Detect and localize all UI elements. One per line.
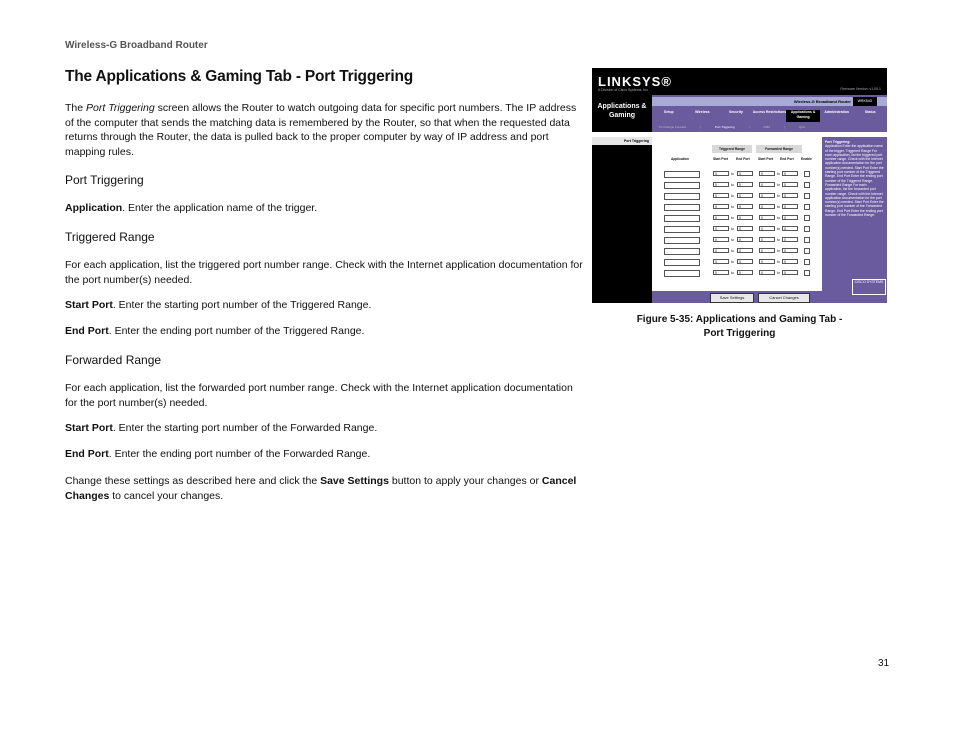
col-trig-start: Start Port (713, 157, 729, 161)
subnav-port-range-forward[interactable]: Port Range Forward (659, 125, 687, 129)
trigger-start-port-input[interactable]: 0 (713, 259, 729, 264)
nav-tab-setup[interactable]: Setup (663, 110, 674, 114)
model-title: Wireless-G Broadband Router (652, 97, 887, 106)
left-sidebar (592, 137, 652, 303)
cancel-changes-button[interactable]: Cancel Changes (758, 293, 810, 303)
application-input[interactable] (664, 270, 700, 277)
save-bar (652, 291, 822, 303)
to-label: to (731, 260, 734, 264)
forward-end-port-input[interactable]: 0 (782, 182, 798, 187)
nav-tab-administration[interactable]: Administration (824, 110, 850, 114)
closing-paragraph: Change these settings as described here and click the Save Settings button to apply your changes or Cancel Changes to cancel your changes. (65, 475, 577, 502)
trigger-row (652, 225, 822, 234)
to-label: to (777, 183, 780, 187)
trigger-end-port-input[interactable]: 0 (737, 270, 753, 275)
triggered-end-paragraph: End Port. Enter the ending port number of the Triggered Range. (65, 325, 365, 337)
enable-checkbox[interactable] (804, 270, 810, 276)
to-label: to (777, 205, 780, 209)
to-label: to (731, 194, 734, 198)
subnav-separator: | (700, 125, 701, 129)
trigger-end-port-input[interactable]: 0 (737, 193, 753, 198)
enable-checkbox[interactable] (804, 237, 810, 243)
col-fwd-end: End Port (780, 157, 794, 161)
forward-start-port-input[interactable]: 0 (759, 182, 775, 187)
forwarded-paragraph: For each application, list the forwarded port number range. Check with the Internet application documentation for the port number(s) needed. (65, 382, 573, 409)
enable-checkbox[interactable] (804, 182, 810, 188)
trigger-row (652, 192, 822, 201)
enable-checkbox[interactable] (804, 171, 810, 177)
application-input[interactable] (664, 248, 700, 255)
model-number: WRK54G (853, 97, 877, 106)
application-input[interactable] (664, 182, 700, 189)
trigger-row (652, 203, 822, 212)
nav-tab-status[interactable]: Status (864, 110, 876, 114)
col-application: Application (671, 157, 689, 161)
forward-end-port-input[interactable]: 0 (782, 248, 798, 253)
trigger-start-port-input[interactable]: 0 (713, 215, 729, 220)
enable-checkbox[interactable] (804, 248, 810, 254)
trigger-start-port-input[interactable]: 0 (713, 226, 729, 231)
trigger-start-port-input[interactable]: 0 (713, 237, 729, 242)
figure-caption: Figure 5-35: Applications and Gaming Tab - Port Triggering (636, 314, 843, 339)
router-subnav (652, 124, 812, 130)
enable-checkbox[interactable] (804, 193, 810, 199)
trigger-end-port-input[interactable]: 0 (737, 259, 753, 264)
enable-checkbox[interactable] (804, 204, 810, 210)
triggered-heading: Triggered Range (65, 230, 155, 244)
firmware-version: Firmware Version: v1.00.1 (840, 87, 881, 91)
trigger-row (652, 214, 822, 223)
help-text: Application Enter the application name of the trigger. Triggered Range For each application, list the triggered port number range. Check with the Internet application documentation for the port number(s) needed. Start Port Enter the starting port number of the Triggered Range. End Port Enter the ending port number of the Triggered Range. Forwarded Range For each application, list the forwarded port number range. Check with the Internet application documentation for the port number(s) needed. Start Port Enter the starting port number of the Forwarded Range. End Port Enter the ending port number of the Forwarded Range. (825, 144, 884, 218)
logo-subtitle: A Division of Cisco Systems, Inc. (598, 88, 649, 92)
application-input[interactable] (664, 204, 700, 211)
trigger-row (652, 236, 822, 245)
to-label: to (731, 238, 734, 242)
trigger-row (652, 247, 822, 256)
trigger-row (652, 170, 822, 179)
nav-tab-applications-gaming[interactable]: Applications & Gaming (786, 110, 820, 122)
trigger-end-port-input[interactable]: 0 (737, 237, 753, 242)
forwarded-heading: Forwarded Range (65, 353, 162, 367)
forward-end-port-input[interactable]: 0 (782, 270, 798, 275)
application-input[interactable] (664, 237, 700, 244)
triggered-range-header: Triggered Range (712, 145, 752, 153)
enable-checkbox[interactable] (804, 259, 810, 265)
application-input[interactable] (664, 226, 700, 233)
trigger-start-port-input[interactable]: 0 (713, 182, 729, 187)
to-label: to (731, 271, 734, 275)
to-label: to (731, 227, 734, 231)
trigger-end-port-input[interactable]: 0 (737, 204, 753, 209)
trigger-start-port-input[interactable]: 0 (713, 171, 729, 176)
col-trig-end: End Port (736, 157, 750, 161)
forward-start-port-input[interactable]: 0 (759, 171, 775, 176)
trigger-end-port-input[interactable]: 0 (737, 226, 753, 231)
port-triggering-form (652, 137, 822, 303)
forward-start-port-input[interactable]: 0 (759, 237, 775, 242)
trigger-row (652, 269, 822, 278)
forward-end-port-input[interactable]: 0 (782, 226, 798, 231)
forward-start-port-input[interactable]: 0 (759, 226, 775, 231)
forward-end-port-input[interactable]: 0 (782, 237, 798, 242)
subnav-qos[interactable]: QoS (798, 125, 805, 129)
trigger-start-port-input[interactable]: 0 (713, 270, 729, 275)
enable-checkbox[interactable] (804, 215, 810, 221)
application-input[interactable] (664, 193, 700, 200)
forwarded-end-paragraph: End Port. Enter the ending port number of the Forwarded Range. (65, 448, 371, 460)
trigger-end-port-input[interactable]: 0 (737, 171, 753, 176)
nav-tab-security[interactable]: Security (729, 110, 743, 114)
page-title: The Applications & Gaming Tab - Port Triggering (65, 68, 413, 85)
router-screenshot-figure (592, 68, 887, 303)
forward-end-port-input[interactable]: 0 (782, 171, 798, 176)
to-label: to (777, 271, 780, 275)
trigger-end-port-input[interactable]: 0 (737, 182, 753, 187)
nav-tab-wireless[interactable]: Wireless (695, 110, 710, 114)
trigger-row (652, 181, 822, 190)
triggered-start-paragraph: Start Port. Enter the starting port number of the Triggered Range. (65, 299, 372, 311)
subnav-separator: | (784, 125, 785, 129)
to-label: to (731, 216, 734, 220)
trigger-start-port-input[interactable]: 0 (713, 248, 729, 253)
to-label: to (777, 194, 780, 198)
application-input[interactable] (664, 171, 700, 178)
to-label: to (731, 183, 734, 187)
section-heading: Port Triggering (65, 173, 144, 187)
nav-tab-access-restrictions[interactable]: Access Restrictions (752, 110, 787, 114)
forward-end-port-input[interactable]: 0 (782, 259, 798, 264)
subnav-dmz[interactable]: DMZ (763, 125, 771, 129)
to-label: to (777, 216, 780, 220)
trigger-end-port-input[interactable]: 0 (737, 215, 753, 220)
forward-start-port-input[interactable]: 0 (759, 259, 775, 264)
to-label: to (777, 238, 780, 242)
cisco-logo: CISCO SYSTEMS (852, 279, 886, 295)
to-label: to (777, 260, 780, 264)
application-paragraph: Application. Enter the application name of the trigger. (65, 202, 318, 214)
forward-start-port-input[interactable]: 0 (759, 248, 775, 253)
subnav-port-triggering[interactable]: Port Triggering (714, 125, 735, 129)
forward-start-port-input[interactable]: 0 (759, 270, 775, 275)
to-label: to (731, 205, 734, 209)
running-header: Wireless-G Broadband Router (65, 40, 208, 51)
trigger-start-port-input[interactable]: 0 (713, 204, 729, 209)
application-input[interactable] (664, 215, 700, 222)
save-settings-button[interactable]: Save Settings (710, 293, 754, 303)
help-title: Port Triggering: (825, 140, 851, 144)
left-label: Port Triggering (592, 137, 652, 145)
forwarded-range-header: Forwarded Range (756, 145, 802, 153)
to-label: to (777, 172, 780, 176)
trigger-start-port-input[interactable]: 0 (713, 193, 729, 198)
col-enable: Enable (801, 157, 812, 161)
enable-checkbox[interactable] (804, 226, 810, 232)
to-label: to (777, 249, 780, 253)
application-input[interactable] (664, 259, 700, 266)
forwarded-start-paragraph: Start Port. Enter the starting port number of the Forwarded Range. (65, 422, 378, 434)
page-number: 31 (878, 658, 890, 669)
router-nav (652, 110, 887, 122)
to-label: to (731, 249, 734, 253)
linksys-logo: LINKSYS® (598, 74, 672, 89)
trigger-end-port-input[interactable]: 0 (737, 248, 753, 253)
section-name: Applications & Gaming (597, 103, 647, 119)
triggered-paragraph: For each application, list the triggered port number range. Check with the Internet application documentation for the port number(s) needed. (65, 259, 583, 286)
col-fwd-start: Start Port (758, 157, 774, 161)
subnav-separator: | (748, 125, 750, 129)
forward-start-port-input[interactable]: 0 (759, 215, 775, 220)
to-label: to (777, 227, 780, 231)
forward-start-port-input[interactable]: 0 (759, 204, 775, 209)
forward-end-port-input[interactable]: 0 (782, 204, 798, 209)
forward-end-port-input[interactable]: 0 (782, 193, 798, 198)
forward-start-port-input[interactable]: 0 (759, 193, 775, 198)
intro-paragraph: The Port Triggering screen allows the Router to watch outgoing data for specific port numbers. The IP address of the computer that sends the matching data is remembered by the Router, so that when the requested data returns through the Router, the data is pulled back to the proper computer by way of IP address and port mapping rules. (65, 102, 577, 158)
forward-end-port-input[interactable]: 0 (782, 215, 798, 220)
trigger-row (652, 258, 822, 267)
to-label: to (731, 172, 734, 176)
